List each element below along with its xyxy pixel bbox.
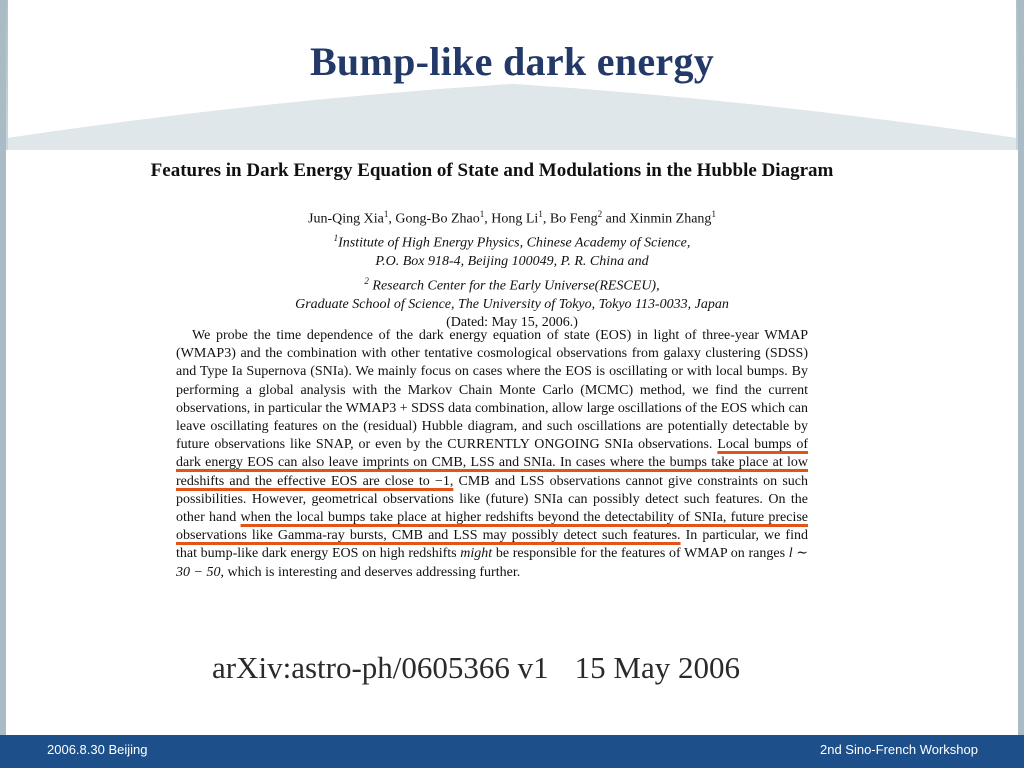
slide-title: Bump-like dark energy [309,39,715,84]
affiliation-1-line-2: P.O. Box 918-4, Beijing 100049, P. R. China and [375,254,649,270]
highlight-1: Local bumps of dark energy EOS can also leave imprints on CMB, LSS and SNIa. In cases where the bumps take place at low redshifts and the effective EOS are close to −1, [176,437,809,489]
footer-event-name: 2nd Sino-French Workshop [819,742,978,757]
affiliation-2-line-1: $^2$ Research Center for the Early Universe(RESCEU), [364,275,660,294]
highlight-2: when the local bumps take place at higher redshifts beyond the detectability of SNIa, future precise observations like Gamma-ray bursts, CMB and LSS may possibly detect such features. [176,510,809,544]
paper-title: Features in Dark Energy Equation of State and Modulations in the Hubble Diagram [150,160,834,181]
author-list: Jun-Qing Xia$^1$, Gong-Bo Zhao$^1$, Hong Li$^1$, Bo Feng$^2$ and Xinmin Zhang$^1$ [308,209,716,227]
arxiv-date: 15 May 2006 [574,650,740,685]
affiliation-2-line-2: Graduate School of Science, The University of Tokyo, Tokyo 113-0033, Japan [295,296,729,312]
left-border [0,0,6,735]
author-block [160,205,864,333]
footer-date-location: 2006.8.30 Beijing [47,742,148,757]
abstract: We probe the time dependence of the dark energy equation of state (EOS) in light of three-year WMAP (WMAP3) and the combination with other tentative cosmological observations from galaxy clustering (SDSS) and Type Ia Supernova (SNIa). We mainly focus on cases where the EOS is oscillating or with local bumps. By performing a global analysis with the Markov Chain Monte Carlo (MCMC) method, we find the current observations, in particular the WMAP3 + SDSS data combination, allow large oscillations of the EOS which can leave oscillating features on the (residual) Hubble diagram, and such oscillations are potentially detectable by future observations like SNAP, or even by the CURRENTLY ONGOING SNIa observations. Local bumps of dark energy EOS can also leave imprints on CMB, LSS and SNIa. In cases where the bumps take place at low redshifts and the effective EOS are close to −1, CMB and LSS observations cannot give constraints on such possibilities. However, geometrical observations like (future) SNIa can possibly detect such features. On the other hand when the local bumps take place at higher redshifts beyond the detectability of SNIa, future precise observations like Gamma-ray bursts, CMB and LSS may possibly detect such features. In particular, we find that bump-like dark energy EOS on high redshifts might be responsible for the features of WMAP on ranges l ∼ 30 − 50, which is interesting and deserves addressing further. [176,328,809,580]
right-border [1018,0,1024,735]
arxiv-stamp [212,650,812,686]
arxiv-id: arXiv:astro-ph/0605366 v1 [212,650,549,685]
dated-line: (Dated: May 15, 2006.) [446,315,578,331]
footer-bar [0,735,1024,768]
affiliation-1-line-1: $^1$Institute of High Energy Physics, Chinese Academy of Science, [333,233,691,251]
